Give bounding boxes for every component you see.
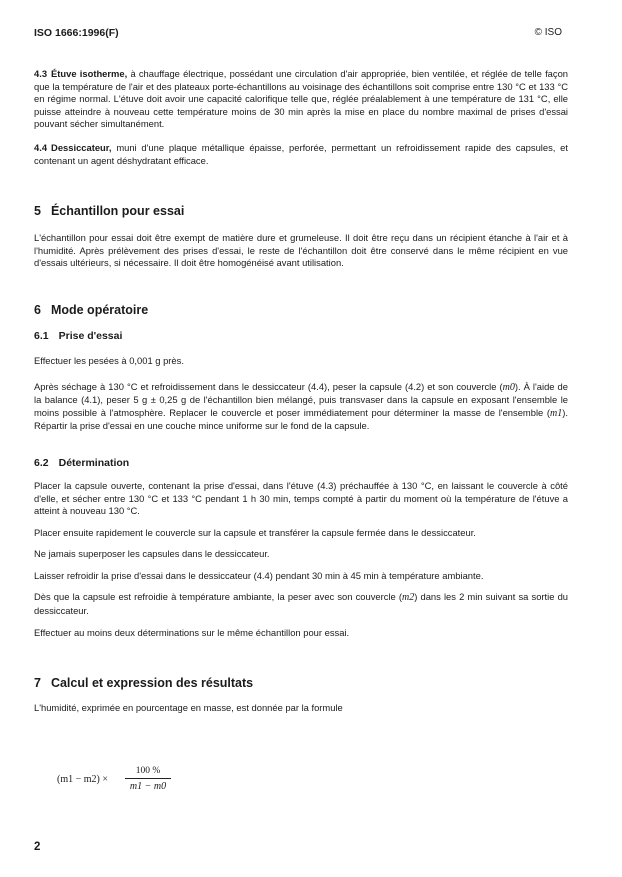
term-dessiccateur: Dessiccateur, [51,141,112,153]
paragraph-6-2-drying: Placer la capsule ouverte, contenant la prise d'essai, dans l'étuve (4.3) préchauffée à 130 °C, en laissant le couvercle à côté d'elle, et sécher entre 130 °C et 133 °C pendant 1 h 30 min, temps compté à partir du moment où la température de l'étuve a atteint à nouveau 130 °C. [34,479,568,517]
clause-number-6-1: 6.1 [34,329,49,342]
section-number-6: 6 [34,302,41,317]
term-etuve: Étuve isotherme, [51,68,128,79]
paragraph-6-2-stacking: Ne jamais superposer les capsules dans le dessiccateur. [34,548,270,560]
clause-4-3-text: à chauffage électrique, possédant une circulation d'air appropriée, bien ventilée, et réglée de telle façon que la température de l'air et des plateaux porte-échantillons au voisinage des échantillons soit comprise entre 130 °C et 133 °C en régime normal. L'étuve doit avoir une capacité calorifique telle que, réglée préalablement à une température de 131 °C, elle puisse atteindre à nouveau cette température moins de 30 min après la mise en place du nombre maximal de prises d'essai pouvant sécher simultanément. [34,68,568,130]
section-7-title: Calcul et expression des résultats [50,676,254,691]
text-6-1-a: Après séchage à 130 °C et refroidissement dans le dessiccateur (4.4), peser la capsule (4.2) et son couvercle ( [34,380,503,392]
clause-6-1-title: Prise d'essai [58,329,123,342]
clause-6-2-title: Détermination [58,456,130,469]
fraction-bar [125,778,171,779]
page-number: 2 [34,841,41,853]
section-5-text: L'échantillon pour essai doit être exempt de matière dure et grumeleuse. Il doit être reçu dans un récipient étanche à l'air et à l'humidité. Après prélèvement des prises d'essai, le reste de l'échantillon doit être conservé dans le même récipient en vue d'essais ultérieurs, si nécessaire. Il doit être homogénéisé avant utilisation. [34,232,568,269]
paragraph-6-2-cooling: Laisser refroidir la prise d'essai dans le dessiccateur (4.4) pendant 30 min à 45 min à température ambiante. [34,569,484,581]
heading-section-6 [34,303,568,317]
formula-fraction [125,766,171,792]
moisture-formula [57,766,177,800]
mass-m0: m0 [502,381,515,393]
heading-section-5 [34,204,568,218]
paragraph-4-3 [34,68,568,131]
formula-left-term: (m1 − m2) × [57,774,108,785]
formula-denominator: m1 − m0 [129,781,167,792]
paragraph-6-2-weighing [34,591,568,617]
clause-number-4-4: 4.4 [34,141,48,153]
copyright-notice: © ISO [534,27,562,38]
section-7-text: L'humidité, exprimée en pourcentage en masse, est donnée par la formule [34,702,343,714]
clause-number-4-3: 4.3 [34,68,48,79]
mass-m1: m1 [550,407,563,419]
section-number-5: 5 [34,204,41,219]
paragraph-6-2-repeat: Effectuer au moins deux déterminations sur le même échantillon pour essai. [34,626,350,638]
clause-4-4-text: muni d'une plaque métallique épaisse, perforée, permettant un refroidissement rapide des capsules, et contenant un agent déshydratant efficace. [34,141,568,166]
text-6-1-c: ). Répartir la prise d'essai en une couche mince uniforme sur le fond de la capsule. [34,406,568,432]
section-5-title: Échantillon pour essai [50,204,185,219]
section-number-7: 7 [34,676,41,691]
text-6-2-a: Dès que la capsule est refroidie à température ambiante, la peser avec son couvercle ( [34,591,402,603]
mass-m2: m2 [402,592,415,604]
formula-numerator: 100 % [135,766,161,776]
section-6-title: Mode opératoire [50,302,149,317]
text-6-1-b: ). À l'aide de la balance (4.1), peser 5 g ± 0,25 g de l'échantillon bien mélangé, puis transvaser dans la capsule en exposant l'ensemble le moins possible à l'atmosphère. Replacer le couvercle et poser immédiatement pour déterminer la masse de l'ensemble ( [34,380,568,418]
document-body [34,68,568,715]
text-6-2-b: ) dans les 2 min suivant sa sortie du dessiccateur. [34,591,569,617]
heading-section-7 [34,676,568,690]
clause-number-6-2: 6.2 [34,456,49,469]
heading-6-1 [34,330,568,342]
paragraph-6-2-transfer: Placer ensuite rapidement le couvercle sur la capsule et transférer la capsule fermée dans le dessiccateur. [34,526,476,538]
standard-reference: ISO 1666:1996(F) [34,27,119,39]
paragraph-6-1-procedure [34,381,568,433]
paragraph-4-4 [34,142,568,167]
paragraph-6-1-weighing: Effectuer les pesées à 0,001 g près. [34,354,184,366]
heading-6-2 [34,457,568,469]
